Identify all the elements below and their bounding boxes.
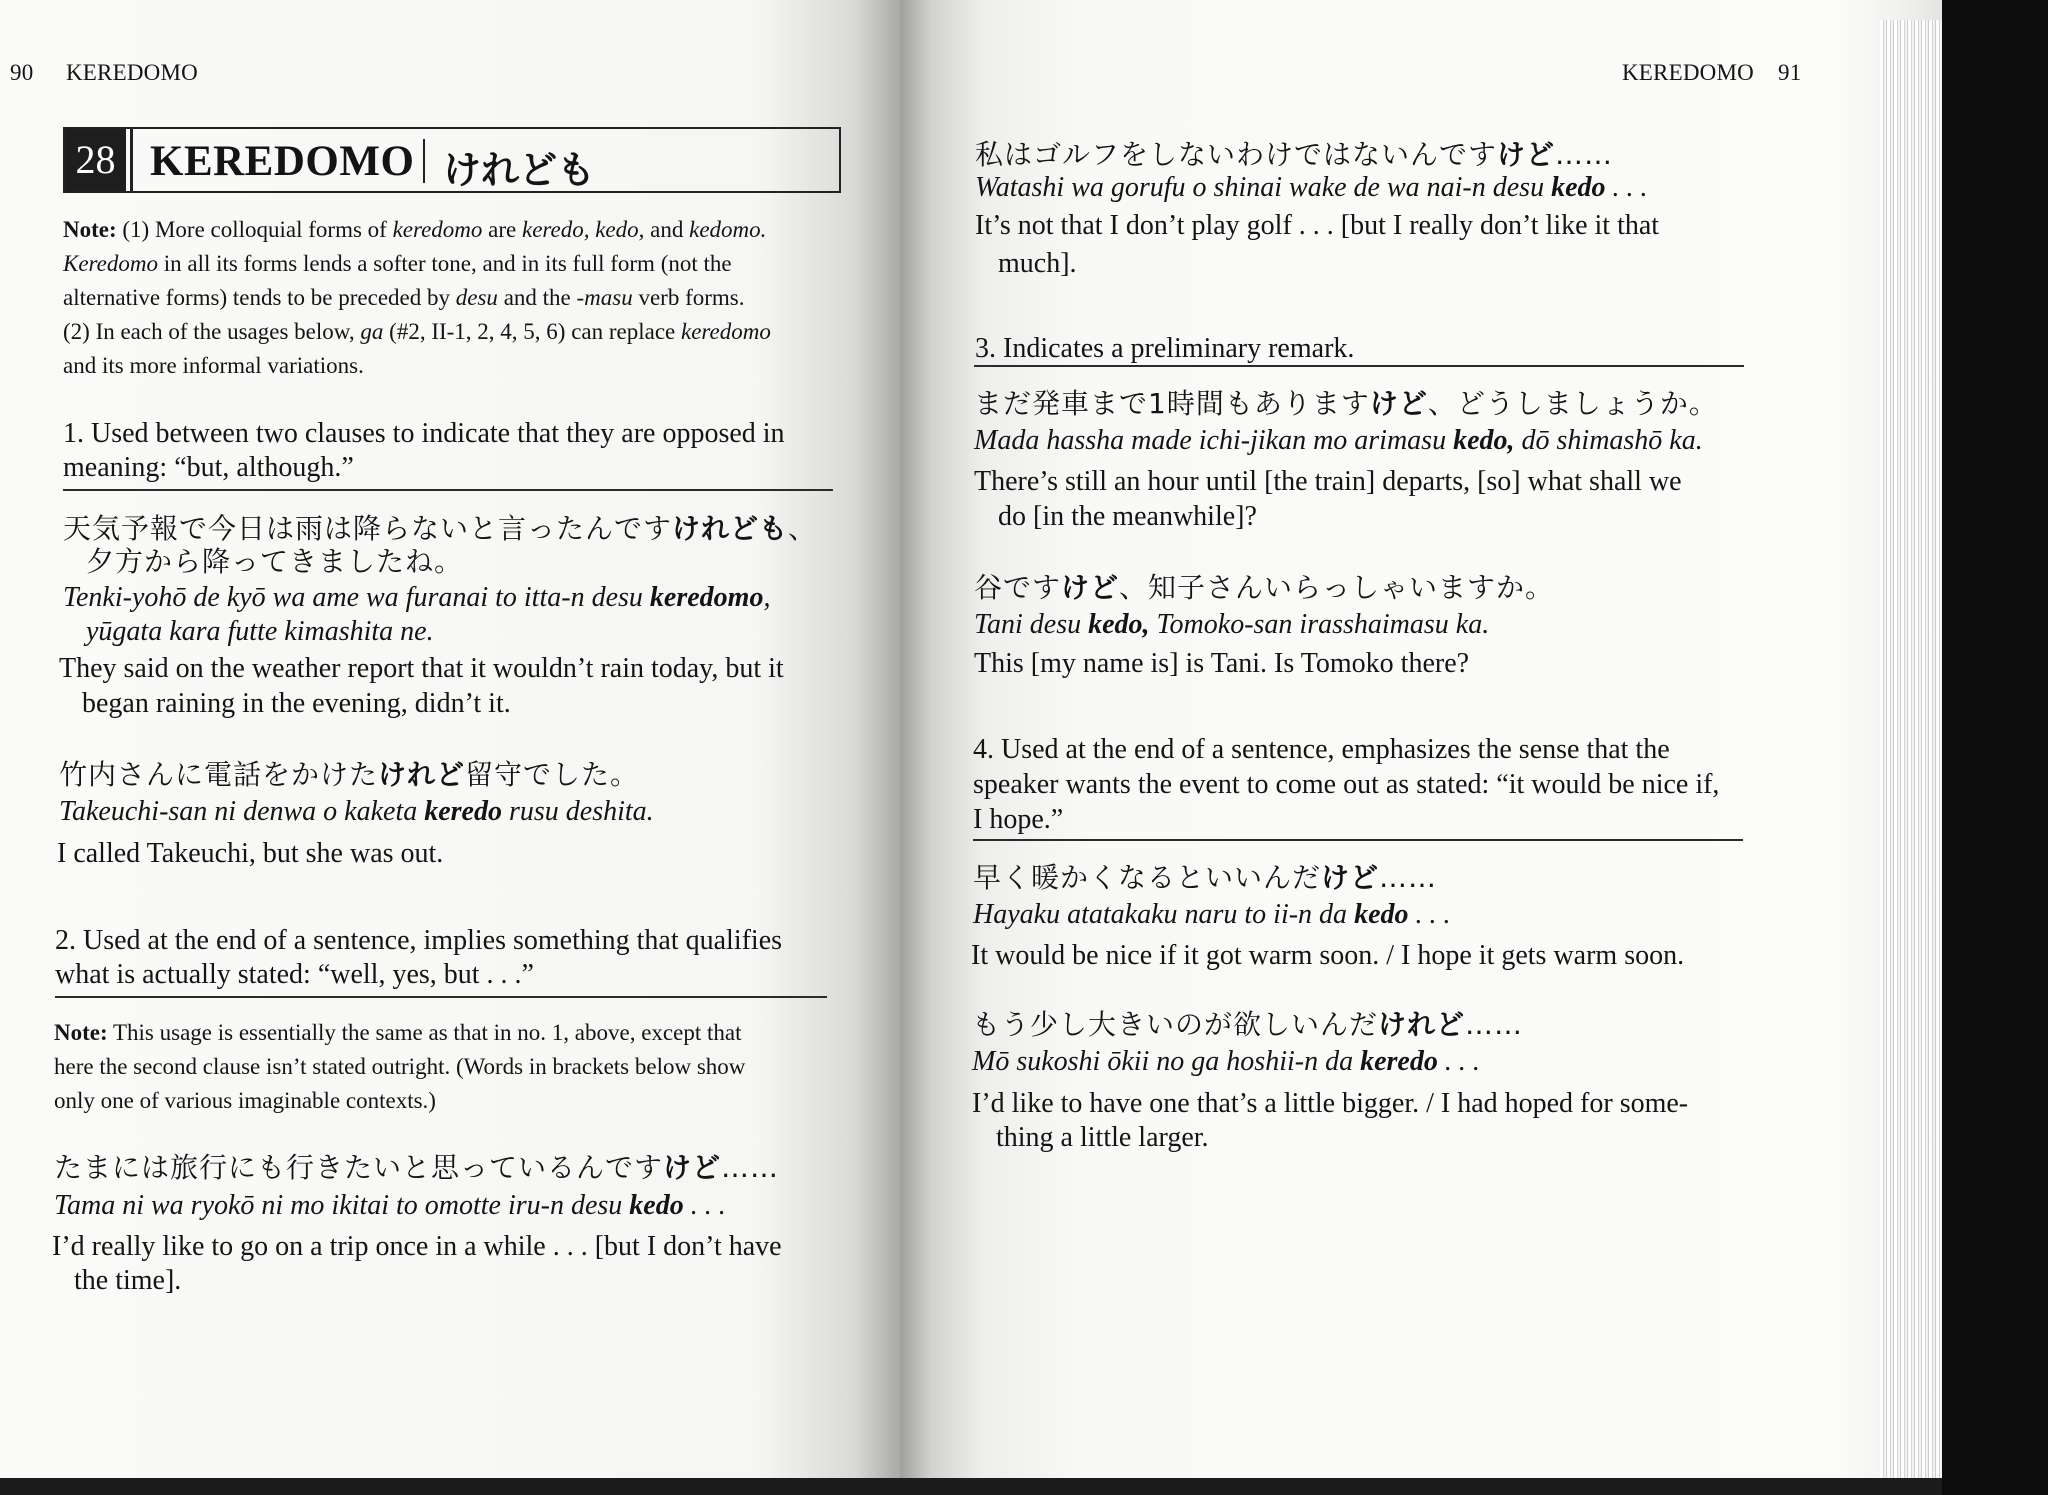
- note-line: (2) In each of the usages below, ga (#2, II-1, 2, 4, 5, 6) can replace keredomo: [63, 319, 771, 344]
- note-line: Note: (1) More colloquial forms of keredomo are keredo, kedo, and kedomo.: [63, 217, 767, 242]
- note-label: Note:: [54, 1020, 108, 1045]
- usage-2-heading: 2. Used at the end of a sentence, implies something that qualifies: [55, 925, 783, 956]
- english-translation: do [in the meanwhile]?: [998, 501, 1257, 532]
- usage-1-heading: meaning: “but, although.”: [63, 452, 354, 483]
- english-translation: I called Takeuchi, but she was out.: [57, 838, 444, 869]
- japanese-example: 竹内さんに電話をかけたけれど留守でした。: [59, 758, 640, 791]
- romaji-example: Watashi wa gorufu o shinai wake de wa nai-n desu kedo . . .: [975, 172, 1648, 203]
- left-page: [0, 0, 900, 1478]
- romaji-example: yūgata kara futte kimashita ne.: [86, 616, 434, 647]
- romaji-example: Tani desu kedo, Tomoko-san irasshaimasu ka.: [974, 609, 1490, 640]
- japanese-example: 私はゴルフをしないわけではないんですけど……: [975, 138, 1614, 171]
- japanese-example: 天気予報で今日は雨は降らないと言ったんですけれども、: [63, 512, 818, 545]
- running-head: KEREDOMO: [1622, 60, 1754, 85]
- chapter-kana: けれども: [443, 148, 596, 192]
- romaji-example: Mō sukoshi ōkii no ga hoshii-n da keredo . . .: [972, 1046, 1480, 1077]
- usage-4-heading: I hope.”: [973, 804, 1064, 835]
- note-line: alternative forms) tends to be preceded by desu and the -masu verb forms.: [63, 285, 745, 310]
- english-translation: I’d like to have one that’s a little bigger. / I had hoped for some-: [972, 1088, 1689, 1119]
- japanese-example: 早く暖かくなるといいんだけど……: [973, 861, 1438, 894]
- english-translation: began raining in the evening, didn’t it.: [82, 688, 511, 719]
- english-translation: thing a little larger.: [996, 1122, 1209, 1153]
- english-translation: I’d really like to go on a trip once in a while . . . [but I don’t have: [52, 1231, 782, 1262]
- title-divider: [423, 139, 425, 183]
- usage-4-heading: 4. Used at the end of a sentence, emphasizes the sense that the: [973, 734, 1670, 765]
- bottom-edge: [0, 1478, 1942, 1495]
- section-rule: [63, 489, 833, 491]
- usage-1-heading: 1. Used between two clauses to indicate that they are opposed in: [63, 418, 785, 449]
- romaji-example: Tenki-yohō de kyō wa ame wa furanai to itta-n desu keredomo,: [63, 582, 771, 613]
- english-translation: There’s still an hour until [the train] departs, [so] what shall we: [974, 466, 1682, 497]
- note-line: and its more informal variations.: [63, 353, 364, 378]
- romaji-example: Takeuchi-san ni denwa o kaketa keredo rusu deshita.: [59, 796, 654, 827]
- section-rule: [55, 996, 827, 998]
- japanese-example: 谷ですけど、知子さんいらっしゃいますか。: [974, 571, 1555, 604]
- usage-2-heading: what is actually stated: “well, yes, but . . .”: [55, 959, 534, 990]
- english-translation: the time].: [74, 1265, 182, 1296]
- english-translation: It’s not that I don’t play golf . . . [but I really don’t like it that: [975, 210, 1660, 241]
- romaji-example: Hayaku atatakaku naru to ii-n da kedo . . .: [973, 899, 1451, 930]
- chapter-number: 28: [65, 129, 126, 191]
- chapter-divider: [130, 129, 133, 191]
- chapter-title: KEREDOMO: [150, 138, 415, 185]
- english-translation: It would be nice if it got warm soon. / I hope it gets warm soon.: [971, 940, 1685, 971]
- romaji-example: Mada hassha made ichi-jikan mo arimasu kedo, dō shimashō ka.: [974, 425, 1703, 456]
- section-rule: [973, 839, 1743, 841]
- romaji-example: Tama ni wa ryokō ni mo ikitai to omotte iru-n desu kedo . . .: [54, 1190, 726, 1221]
- japanese-example: たまには旅行にも行きたいと思っているんですけど……: [54, 1151, 780, 1184]
- english-translation: This [my name is] is Tani. Is Tomoko there?: [974, 648, 1470, 679]
- japanese-example: もう少し大きいのが欲しいんだけれど……: [972, 1008, 1524, 1041]
- running-head: KEREDOMO: [66, 60, 198, 85]
- note-line: Keredomo in all its forms lends a softer tone, and in its full form (not the: [63, 251, 732, 276]
- page-number: 91: [1778, 60, 1802, 85]
- japanese-example: まだ発車まで1時間もありますけど、どうしましょうか。: [974, 387, 1718, 420]
- english-translation: much].: [998, 248, 1077, 279]
- english-translation: They said on the weather report that it wouldn’t rain today, but it: [59, 653, 784, 684]
- chapter-heading: [63, 127, 841, 193]
- note-line: only one of various imaginable contexts.): [54, 1088, 436, 1113]
- japanese-example: 夕方から降ってきましたね。: [86, 545, 464, 578]
- dark-background: [1942, 0, 2048, 1495]
- page-number: 90: [10, 60, 34, 85]
- note-line: here the second clause isn’t stated outright. (Words in brackets below show: [54, 1054, 746, 1079]
- note-line: Note: This usage is essentially the same as that in no. 1, above, except that: [54, 1020, 742, 1045]
- page-edge: [1880, 20, 1942, 1480]
- usage-4-heading: speaker wants the event to come out as stated: “it would be nice if,: [973, 769, 1720, 800]
- usage-3-heading: 3. Indicates a preliminary remark.: [975, 333, 1355, 364]
- section-rule: [974, 365, 1744, 367]
- note-label: Note:: [63, 217, 117, 242]
- right-page: [900, 0, 1942, 1478]
